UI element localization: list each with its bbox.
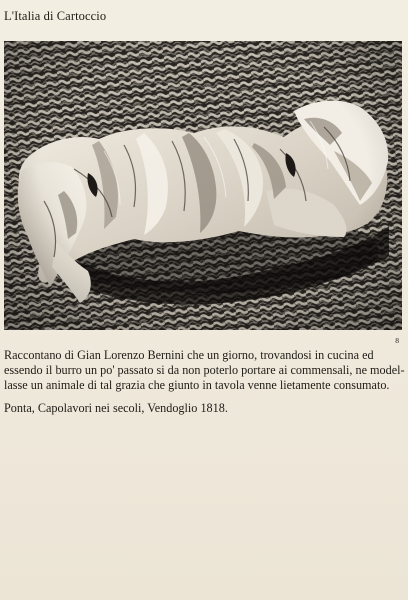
caption-line: Raccontano di Gian Lorenzo Bernini che un giorno, trovandosi in cucina ed	[4, 348, 374, 362]
caption	[4, 348, 404, 393]
caption-line: essendo il burro un po' passato si da non poterlo portare ai commensali, ne model-	[4, 363, 405, 377]
photo-plate	[4, 41, 402, 330]
crumpled-paper-photo	[4, 41, 402, 330]
source-citation: Ponta, Capolavori nei secoli, Vendoglio 1818.	[4, 401, 228, 415]
plate-number: 8	[395, 336, 399, 345]
caption-line: lasse un animale di tal grazia che giunto in tavola venne lietamente consumato.	[4, 378, 390, 392]
running-head: L'Italia di Cartoccio	[4, 9, 107, 23]
